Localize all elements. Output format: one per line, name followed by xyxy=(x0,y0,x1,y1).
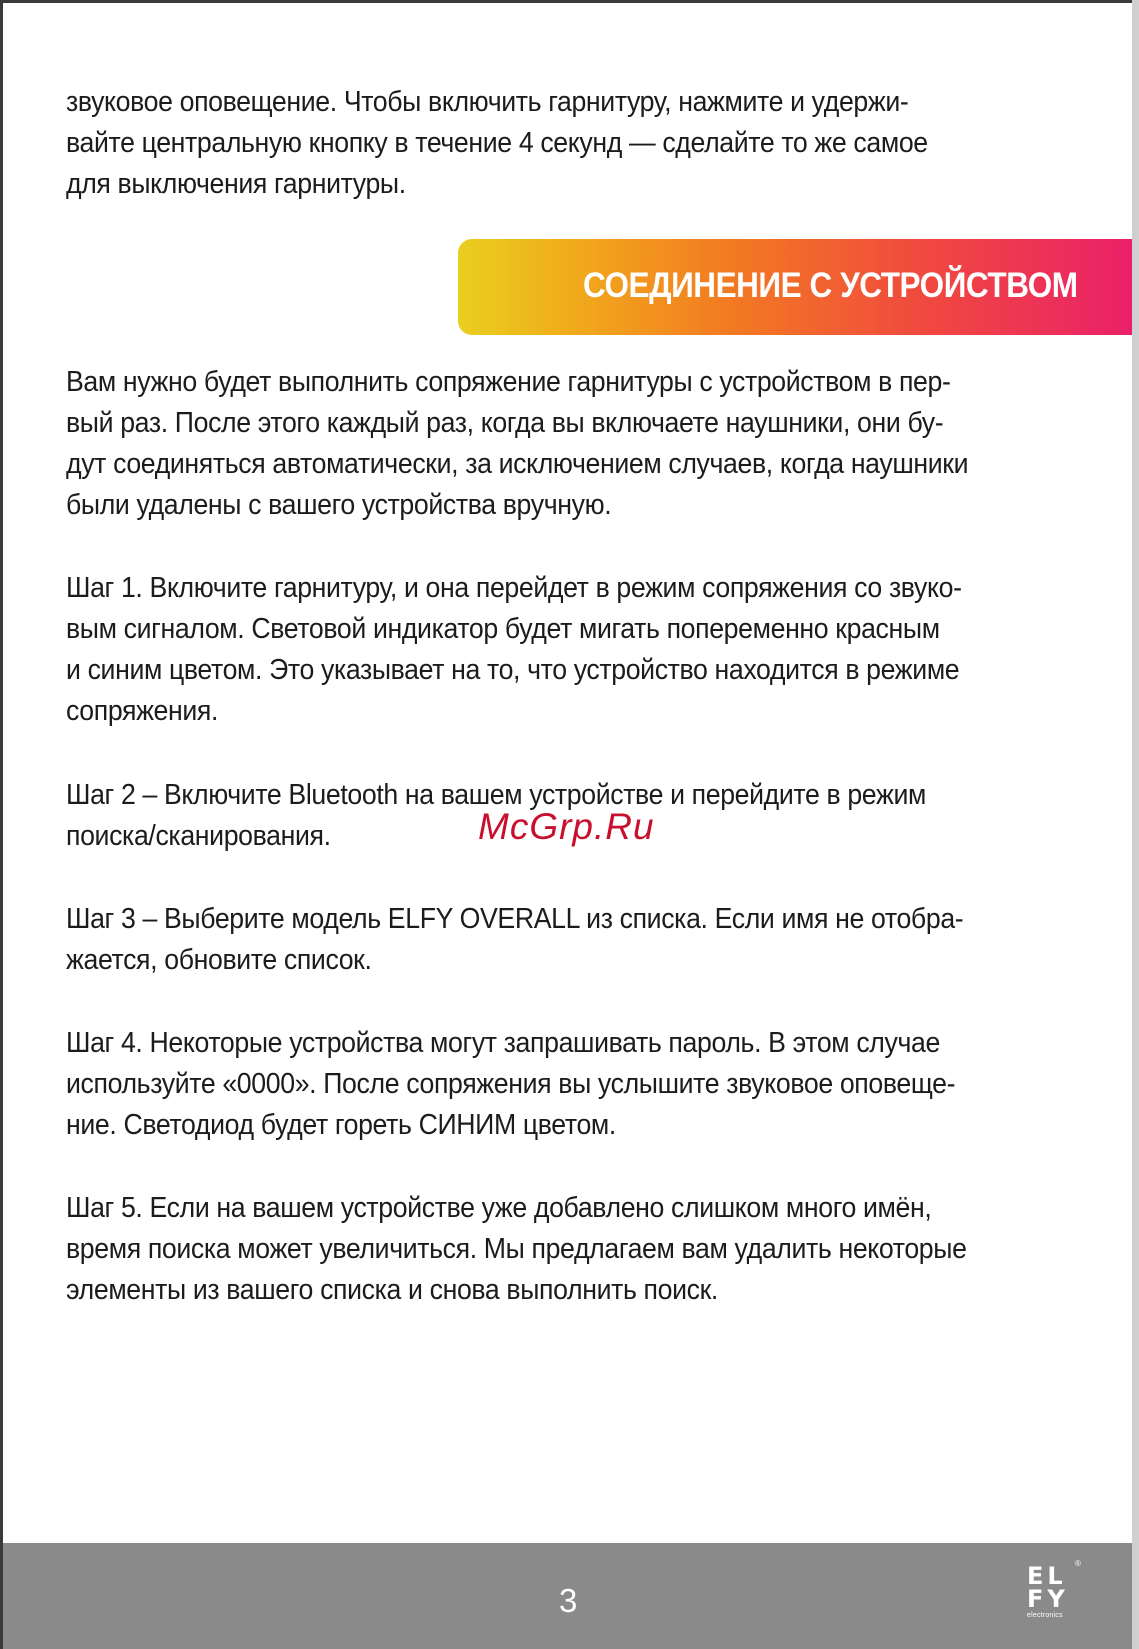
paragraph-step-4: Шаг 4. Некоторые устройства могут запрашивать пароль. В этом случае используйте «0000». После сопряжения вы услышите звуковое оповеще- ние. Светодиод будет гореть СИНИМ цветом. xyxy=(66,1027,956,1141)
logo-line-1: EL xyxy=(1027,1562,1067,1590)
paragraph-step-5: Шаг 5. Если на вашем устройстве уже добавлено слишком много имён, время поиска может увеличиться. Мы предлагаем вам удалить некоторые элементы из вашего списка и снова выполнить поиск. xyxy=(66,1192,967,1306)
page-footer xyxy=(3,1543,1132,1649)
elfy-logo xyxy=(1027,1559,1083,1637)
paragraph-step-1: Шаг 1. Включите гарнитуру, и она перейдет в режим сопряжения со звуко- вым сигналом. Световой индикатор будет мигать попеременно красным и синим цветом. Это указывает на то, что устройство находится в режиме сопряжения. xyxy=(66,572,962,727)
paragraph-step-2: Шаг 2 – Включите Bluetooth на вашем устройстве и перейдите в режим поиска/сканирования. xyxy=(66,779,926,852)
section-title: СОЕДИНЕНИЕ С УСТРОЙСТВОМ xyxy=(583,266,1078,305)
registered-mark: ® xyxy=(1075,1559,1081,1568)
intro-paragraph: звуковое оповещение. Чтобы включить гарнитуру, нажмите и удержи- вайте центральную кнопку в течение 4 секунд — сделайте то же самое для выключения гарнитуры. xyxy=(66,86,928,200)
logo-subtitle: electronics xyxy=(1027,1612,1063,1619)
section-banner xyxy=(458,239,1132,335)
paragraph-step-3: Шаг 3 – Выберите модель ELFY OVERALL из списка. Если имя не отобра- жается, обновите список. xyxy=(66,903,964,976)
logo-line-2: FY xyxy=(1027,1585,1069,1613)
watermark: McGrp.Ru xyxy=(478,806,655,847)
paragraph-pairing-intro: Вам нужно будет выполнить сопряжение гарнитуры с устройством в пер- вый раз. После этого каждый раз, когда вы включаете наушники, они бу- дут соединяться автоматически, за исключением случаев, когда наушники были удалены с вашего устройства вручную. xyxy=(66,366,969,521)
page-number: 3 xyxy=(559,1582,578,1619)
